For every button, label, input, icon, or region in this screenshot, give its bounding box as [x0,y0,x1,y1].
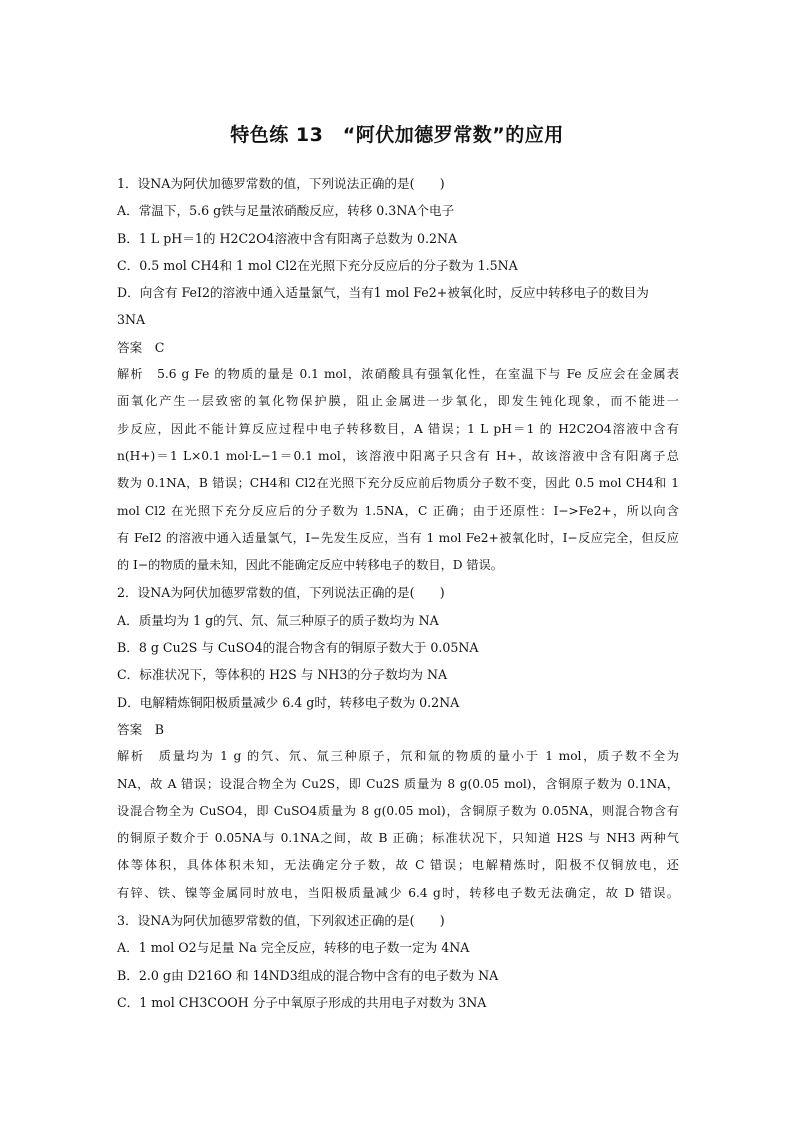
answer-option: C．标准状况下，等体积的 H2S 与 NH3的分子数均为 NA [117,667,448,683]
answer-option: C．1 mol CH3COOH 分子中氧原子形成的共用电子对数为 3NA [117,994,487,1010]
explanation-line: 面氧化产生一层致密的氧化物保护膜，阻止金属进一步氧化，即发生钝化现象，而不能进一 [117,394,679,409]
question-stem: 2．设NA为阿伏加德罗常数的值，下列说法正确的是( ) [117,585,445,601]
explanation-line: 的 I−的物质的量未知，因此不能确定反应中转移电子的数目，D 错误。 [117,558,503,573]
page-title: 特色练 13 “阿伏加德罗常数”的应用 [230,124,564,146]
answer-option: A．质量均为 1 g的氕、氘、氚三种原子的质子数均为 NA [117,612,439,628]
explanation-line: 解析 质量均为 1 g 的氕、氘、氚三种原子，氘和氚的物质的量小于 1 mol，质子数不全为 [117,749,679,764]
answer-option: B．8 g Cu2S 与 CuSO4的混合物含有的铜原子数大于 0.05NA [117,640,479,656]
question-stem: 1．设NA为阿伏加德罗常数的值，下列说法正确的是( ) [117,176,445,191]
explanation-line: NA，故 A 错误；设混合物全为 Cu2S，即 Cu2S 质量为 8 g(0.05 mol)，含铜原子数为 0.1NA， [117,776,679,791]
answer-key: 答案 B [117,721,165,737]
explanation-line: 步反应，因此不能计算反应过程中电子转移数目，A 错误；1 L pH＝1 的 H2C2O4溶液中含有 [117,421,679,436]
explanation-line: mol Cl2 在光照下充分反应后的分子数为 1.5NA，C 正确；由于还原性：I−>Fe2+，所以向含 [117,503,679,518]
answer-key: 答案 C [117,339,165,355]
answer-option: D．电解精炼铜阳极质量减少 6.4 g时，转移电子数为 0.2NA [117,694,460,710]
explanation-line: 体等体积，具体体积未知，无法确定分子数，故 C 错误；电解精炼时，阳极不仅铜放电，还 [117,858,679,873]
explanation-line: 有 FeI2 的溶液中通入适量氯气，I−先发生反应，当有 1 mol Fe2+被氧化时，I−反应完全，但反应 [117,530,679,545]
answer-option: A．常温下，5.6 g铁与足量浓硝酸反应，转移 0.3NA个电子 [117,203,455,219]
answer-option: A．1 mol O2与足量 Na 完全反应，转移的电子数一定为 4NA [117,940,470,956]
answer-option: 3NA [117,312,146,328]
explanation-line: n(H+)＝1 L×0.1 mol·L−1＝0.1 mol，该溶液中阳离子只含有 H+，故该溶液中含有阳离子总 [117,448,679,463]
explanation-line: 解析 5.6 g Fe 的物质的量是 0.1 mol，浓硝酸具有强氧化性，在室温下与 Fe 反应会在金属表 [117,367,679,382]
answer-option: B．1 L pH＝1的 H2C2O4溶液中含有阳离子总数为 0.2NA [117,230,458,246]
answer-option: C．0.5 mol CH4和 1 mol Cl2在光照下充分反应后的分子数为 1.5NA [117,257,518,273]
answer-option: B．2.0 g由 D216O 和 14ND3组成的混合物中含有的电子数为 NA [117,967,499,983]
question-stem: 3．设NA为阿伏加德罗常数的值，下列叙述正确的是( ) [117,913,445,929]
document-body [117,170,679,1016]
explanation-line: 设混合物全为 CuSO4，即 CuSO4质量为 8 g(0.05 mol)，含铜原子数为 0.05NA，则混合物含有 [117,803,679,818]
explanation-line: 有锌、铁、镍等金属同时放电，当阳极质量减少 6.4 g时，转移电子数无法确定，故 D 错误。 [117,885,679,900]
answer-option: D．向含有 FeI2的溶液中通入适量氯气，当有1 mol Fe2+被氧化时，反应中转移电子的数目为 [117,285,649,301]
explanation-line: 数为 0.1NA，B 错误；CH4和 Cl2在光照下充分反应前后物质分子数不变，因此 0.5 mol CH4和 1 [117,476,679,491]
explanation-line: 的铜原子数介于 0.05NA与 0.1NA之间，故 B 正确；标准状况下，只知道 H2S 与 NH3 两种气 [117,831,679,846]
